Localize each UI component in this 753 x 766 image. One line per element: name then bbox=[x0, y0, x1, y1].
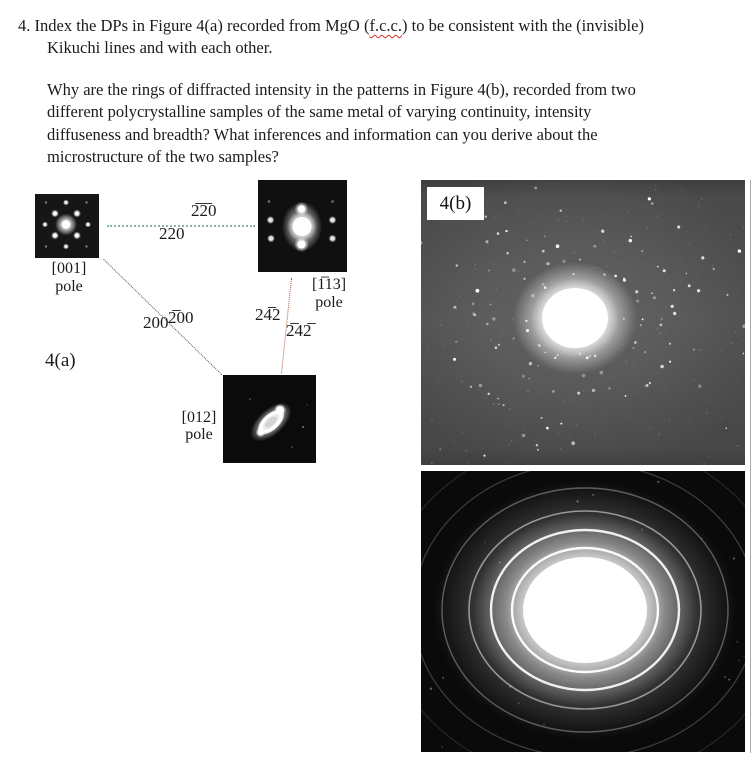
paragraph-line: diffuseness and breadth? What inferences and information can you derive about the bbox=[47, 124, 598, 144]
question-line1-pre: Index the DPs in Figure 4(a) recorded from MgO ( bbox=[30, 16, 370, 35]
figure-4a-caption: 4(a) bbox=[45, 350, 76, 371]
question-paragraph-2 bbox=[47, 79, 636, 169]
dp-113-pole-image bbox=[258, 180, 347, 272]
paragraph-line: microstructure of the two samples? bbox=[47, 147, 279, 167]
reflection-label-220: 220 bbox=[159, 224, 185, 243]
reflection-label-200: 200 bbox=[143, 313, 169, 332]
reflection-label-2bar2bar0: 2̅2̅0 bbox=[191, 201, 217, 220]
dp-4b-spotty-rings-image bbox=[421, 180, 745, 465]
paragraph-line: different polycrystalline samples of the same metal of varying continuity, intensity bbox=[47, 102, 592, 122]
pole-label-012 bbox=[175, 409, 223, 443]
pole-word: pole bbox=[315, 294, 343, 311]
pole-index: [1̅13] bbox=[311, 276, 347, 293]
pole-label-001 bbox=[38, 260, 100, 296]
image-edge-line bbox=[750, 180, 751, 753]
dp-001-pole-image bbox=[35, 194, 99, 258]
reflection-label-2bar00: 2̅00 bbox=[168, 308, 194, 327]
reflection-label-24bar2: 24̅2 bbox=[255, 305, 281, 324]
pole-word: pole bbox=[185, 426, 213, 443]
figure-4b-caption-box bbox=[427, 187, 484, 220]
spellcheck-flagged-word: f.c.c. bbox=[369, 16, 402, 35]
paragraph-line: Why are the rings of diffracted intensity in the patterns in Figure 4(b), recorded from two bbox=[47, 80, 636, 99]
question-line-1 bbox=[18, 15, 644, 37]
pole-index: [012] bbox=[181, 409, 217, 426]
pole-label-113 bbox=[299, 276, 359, 312]
question-line-2: Kikuchi lines and with each other. bbox=[47, 38, 273, 57]
figure-4b-caption: 4(b) bbox=[439, 192, 472, 214]
pole-word: pole bbox=[55, 278, 83, 295]
question-line1-post: ) to be consistent with the (invisible) bbox=[402, 16, 644, 35]
dp-012-pole-image bbox=[223, 375, 316, 463]
pole-index: [001] bbox=[51, 260, 87, 277]
question-number: 4. bbox=[18, 16, 31, 35]
reflection-label-2bar42bar: 2̅42̅ bbox=[286, 321, 312, 340]
dp-4b-continuous-rings-image bbox=[421, 471, 745, 752]
